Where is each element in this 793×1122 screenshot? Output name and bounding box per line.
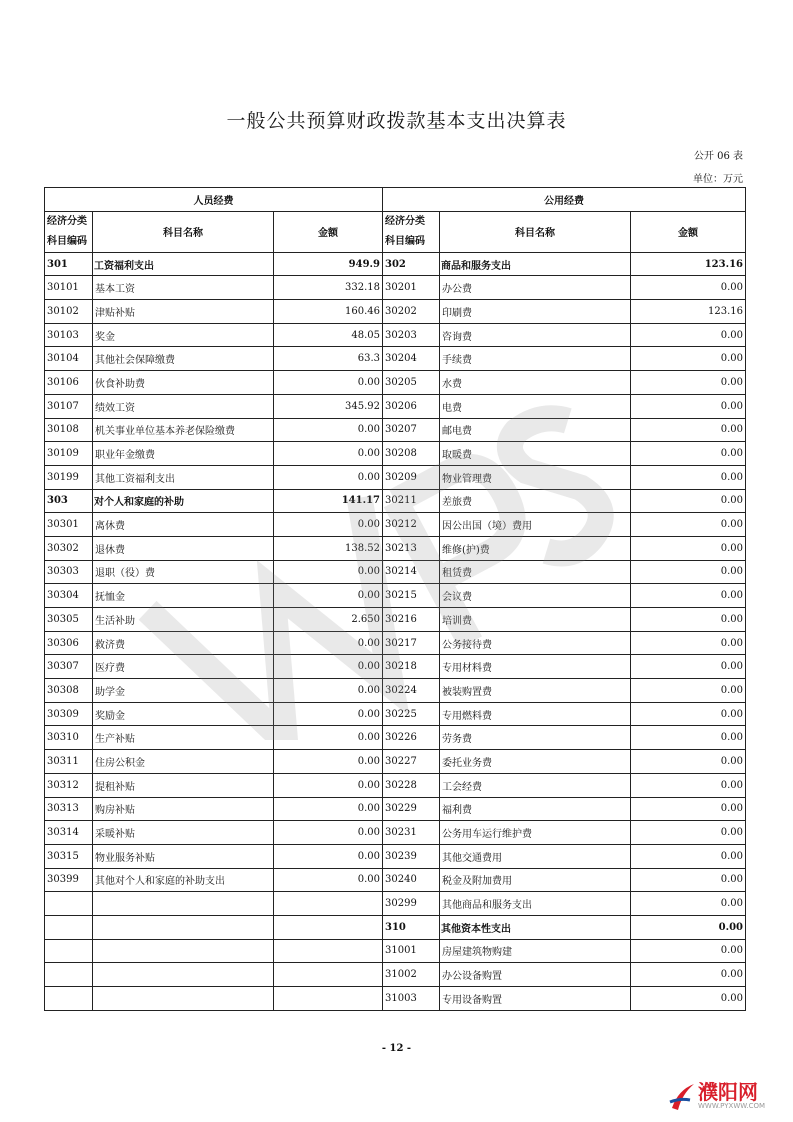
header-name-right: 科目名称 bbox=[440, 211, 631, 252]
left-amount-cell bbox=[274, 939, 383, 963]
left-code-cell: 30304 bbox=[45, 584, 93, 608]
table-row bbox=[45, 276, 746, 300]
right-amount-cell: 0.00 bbox=[631, 655, 746, 679]
logo-text: 濮阳网 bbox=[698, 1080, 758, 1104]
right-amount-cell: 0.00 bbox=[631, 489, 746, 513]
left-code-cell bbox=[45, 915, 93, 939]
left-name-cell: 其他对个人和家庭的补助支出 bbox=[93, 868, 274, 892]
table-row bbox=[45, 489, 746, 513]
left-amount-cell: 0.00 bbox=[274, 797, 383, 821]
right-amount-cell: 0.00 bbox=[631, 347, 746, 371]
left-amount-cell: 0.00 bbox=[274, 465, 383, 489]
left-name-cell bbox=[93, 892, 274, 916]
left-amount-cell: 0.00 bbox=[274, 371, 383, 395]
left-amount-cell: 141.17 bbox=[274, 489, 383, 513]
right-name-cell: 因公出国（境）费用 bbox=[440, 513, 631, 537]
left-amount-cell: 0.00 bbox=[274, 513, 383, 537]
right-amount-cell: 0.00 bbox=[631, 418, 746, 442]
right-code-cell: 30229 bbox=[383, 797, 440, 821]
left-name-cell: 采暖补贴 bbox=[93, 821, 274, 845]
table-row bbox=[45, 892, 746, 916]
right-amount-cell: 0.00 bbox=[631, 608, 746, 632]
table-row bbox=[45, 679, 746, 703]
left-amount-cell: 2.650 bbox=[274, 608, 383, 632]
left-code-cell: 303 bbox=[45, 489, 93, 513]
left-amount-cell: 0.00 bbox=[274, 868, 383, 892]
right-code-cell: 30217 bbox=[383, 631, 440, 655]
group-personnel: 人员经费 bbox=[45, 188, 383, 212]
right-amount-cell: 0.00 bbox=[631, 844, 746, 868]
right-code-cell: 30228 bbox=[383, 773, 440, 797]
left-amount-cell bbox=[274, 915, 383, 939]
right-amount-cell: 123.16 bbox=[631, 252, 746, 276]
left-code-cell: 30309 bbox=[45, 702, 93, 726]
right-amount-cell: 0.00 bbox=[631, 750, 746, 774]
right-amount-cell: 0.00 bbox=[631, 513, 746, 537]
site-logo bbox=[668, 1076, 783, 1116]
table-row bbox=[45, 797, 746, 821]
left-name-cell bbox=[93, 987, 274, 1011]
right-name-cell: 公务用车运行维护费 bbox=[440, 821, 631, 845]
right-name-cell: 税金及附加费用 bbox=[440, 868, 631, 892]
right-amount-cell: 0.00 bbox=[631, 323, 746, 347]
right-amount-cell: 0.00 bbox=[631, 371, 746, 395]
right-name-cell: 房屋建筑物购建 bbox=[440, 939, 631, 963]
left-code-cell: 30311 bbox=[45, 750, 93, 774]
table-row bbox=[45, 631, 746, 655]
right-code-cell: 30225 bbox=[383, 702, 440, 726]
left-name-cell: 救济费 bbox=[93, 631, 274, 655]
right-name-cell: 邮电费 bbox=[440, 418, 631, 442]
table-row bbox=[45, 915, 746, 939]
table-row bbox=[45, 987, 746, 1011]
right-name-cell: 其他资本性支出 bbox=[440, 915, 631, 939]
right-code-cell: 30239 bbox=[383, 844, 440, 868]
left-code-cell: 30101 bbox=[45, 276, 93, 300]
table-row bbox=[45, 726, 746, 750]
left-name-cell: 津贴补贴 bbox=[93, 300, 274, 324]
right-code-cell: 30214 bbox=[383, 560, 440, 584]
right-code-cell: 302 bbox=[383, 252, 440, 276]
right-amount-cell: 0.00 bbox=[631, 679, 746, 703]
left-amount-cell: 332.18 bbox=[274, 276, 383, 300]
left-code-cell bbox=[45, 987, 93, 1011]
left-name-cell: 住房公积金 bbox=[93, 750, 274, 774]
left-code-cell: 30109 bbox=[45, 442, 93, 466]
right-amount-cell: 0.00 bbox=[631, 560, 746, 584]
left-amount-cell: 0.00 bbox=[274, 750, 383, 774]
left-name-cell: 提租补贴 bbox=[93, 773, 274, 797]
table-row bbox=[45, 702, 746, 726]
right-name-cell: 培训费 bbox=[440, 608, 631, 632]
right-code-cell: 30224 bbox=[383, 679, 440, 703]
left-name-cell: 奖金 bbox=[93, 323, 274, 347]
right-name-cell: 水费 bbox=[440, 371, 631, 395]
right-code-cell: 30206 bbox=[383, 394, 440, 418]
right-name-cell: 取暖费 bbox=[440, 442, 631, 466]
left-code-cell: 30107 bbox=[45, 394, 93, 418]
left-name-cell: 退职（役）费 bbox=[93, 560, 274, 584]
page-number: - 12 - bbox=[381, 1043, 412, 1054]
right-amount-cell: 0.00 bbox=[631, 797, 746, 821]
right-amount-cell: 0.00 bbox=[631, 726, 746, 750]
right-code-cell: 30202 bbox=[383, 300, 440, 324]
left-name-cell: 伙食补助费 bbox=[93, 371, 274, 395]
right-name-cell: 差旅费 bbox=[440, 489, 631, 513]
right-name-cell: 其他交通费用 bbox=[440, 844, 631, 868]
table-row bbox=[45, 513, 746, 537]
right-name-cell: 委托业务费 bbox=[440, 750, 631, 774]
right-name-cell: 劳务费 bbox=[440, 726, 631, 750]
table-row bbox=[45, 347, 746, 371]
left-name-cell: 离休费 bbox=[93, 513, 274, 537]
table-row bbox=[45, 773, 746, 797]
left-name-cell: 抚恤金 bbox=[93, 584, 274, 608]
left-amount-cell: 0.00 bbox=[274, 679, 383, 703]
right-name-cell: 物业管理费 bbox=[440, 465, 631, 489]
table-row bbox=[45, 750, 746, 774]
left-amount-cell: 0.00 bbox=[274, 418, 383, 442]
right-name-cell: 其他商品和服务支出 bbox=[440, 892, 631, 916]
right-code-cell: 30211 bbox=[383, 489, 440, 513]
table-row bbox=[45, 252, 746, 276]
left-code-cell bbox=[45, 892, 93, 916]
left-amount-cell: 0.00 bbox=[274, 702, 383, 726]
right-amount-cell: 0.00 bbox=[631, 394, 746, 418]
table-row bbox=[45, 323, 746, 347]
right-code-cell: 310 bbox=[383, 915, 440, 939]
right-name-cell: 专用材料费 bbox=[440, 655, 631, 679]
table-row bbox=[45, 394, 746, 418]
left-code-cell: 30104 bbox=[45, 347, 93, 371]
left-code-cell bbox=[45, 963, 93, 987]
left-code-cell: 30306 bbox=[45, 631, 93, 655]
left-amount-cell: 0.00 bbox=[274, 726, 383, 750]
left-code-cell: 30308 bbox=[45, 679, 93, 703]
left-amount-cell: 949.9 bbox=[274, 252, 383, 276]
right-name-cell: 专用燃料费 bbox=[440, 702, 631, 726]
right-code-cell: 30231 bbox=[383, 821, 440, 845]
table-row bbox=[45, 560, 746, 584]
left-name-cell: 助学金 bbox=[93, 679, 274, 703]
right-name-cell: 维修(护)费 bbox=[440, 536, 631, 560]
right-code-cell: 30212 bbox=[383, 513, 440, 537]
left-code-cell: 30315 bbox=[45, 844, 93, 868]
right-name-cell: 租赁费 bbox=[440, 560, 631, 584]
right-code-cell: 30227 bbox=[383, 750, 440, 774]
left-code-cell: 30399 bbox=[45, 868, 93, 892]
right-code-cell: 30215 bbox=[383, 584, 440, 608]
left-name-cell: 对个人和家庭的补助 bbox=[93, 489, 274, 513]
right-code-cell: 30218 bbox=[383, 655, 440, 679]
logo-url: WWW.PYXWW.COM bbox=[698, 1102, 766, 1110]
table-row bbox=[45, 963, 746, 987]
left-code-cell bbox=[45, 939, 93, 963]
table-row bbox=[45, 465, 746, 489]
left-name-cell: 生活补助 bbox=[93, 608, 274, 632]
right-name-cell: 公务接待费 bbox=[440, 631, 631, 655]
right-code-cell: 30240 bbox=[383, 868, 440, 892]
right-amount-cell: 0.00 bbox=[631, 773, 746, 797]
left-code-cell: 30108 bbox=[45, 418, 93, 442]
right-code-cell: 30204 bbox=[383, 347, 440, 371]
table-row bbox=[45, 371, 746, 395]
table-row bbox=[45, 584, 746, 608]
left-amount-cell: 0.00 bbox=[274, 821, 383, 845]
left-name-cell: 购房补贴 bbox=[93, 797, 274, 821]
unit-label: 单位：万元 bbox=[693, 174, 743, 185]
left-amount-cell: 0.00 bbox=[274, 631, 383, 655]
right-code-cell: 30205 bbox=[383, 371, 440, 395]
left-amount-cell: 0.00 bbox=[274, 773, 383, 797]
right-code-cell: 30213 bbox=[383, 536, 440, 560]
form-number: 公开 06 表 bbox=[693, 151, 743, 162]
right-name-cell: 工会经费 bbox=[440, 773, 631, 797]
left-name-cell: 奖励金 bbox=[93, 702, 274, 726]
right-name-cell: 被装购置费 bbox=[440, 679, 631, 703]
right-code-cell: 30208 bbox=[383, 442, 440, 466]
right-code-cell: 30299 bbox=[383, 892, 440, 916]
right-name-cell: 商品和服务支出 bbox=[440, 252, 631, 276]
left-amount-cell: 0.00 bbox=[274, 584, 383, 608]
table-row bbox=[45, 821, 746, 845]
left-code-cell: 30102 bbox=[45, 300, 93, 324]
right-code-cell: 31003 bbox=[383, 987, 440, 1011]
table-body bbox=[45, 252, 746, 1010]
left-name-cell: 绩效工资 bbox=[93, 394, 274, 418]
table-row bbox=[45, 418, 746, 442]
left-name-cell bbox=[93, 915, 274, 939]
table-row bbox=[45, 536, 746, 560]
right-amount-cell: 0.00 bbox=[631, 939, 746, 963]
page-title: 一般公共预算财政拨款基本支出决算表 bbox=[226, 110, 567, 132]
right-code-cell: 30209 bbox=[383, 465, 440, 489]
table-row bbox=[45, 939, 746, 963]
right-amount-cell: 0.00 bbox=[631, 584, 746, 608]
table-row bbox=[45, 844, 746, 868]
left-amount-cell bbox=[274, 892, 383, 916]
right-name-cell: 办公设备购置 bbox=[440, 963, 631, 987]
left-amount-cell bbox=[274, 963, 383, 987]
left-code-cell: 30199 bbox=[45, 465, 93, 489]
left-code-cell: 30103 bbox=[45, 323, 93, 347]
left-name-cell bbox=[93, 963, 274, 987]
left-amount-cell: 0.00 bbox=[274, 844, 383, 868]
right-code-cell: 30203 bbox=[383, 323, 440, 347]
right-name-cell: 福利费 bbox=[440, 797, 631, 821]
left-amount-cell: 63.3 bbox=[274, 347, 383, 371]
left-code-cell: 30310 bbox=[45, 726, 93, 750]
right-amount-cell: 0.00 bbox=[631, 821, 746, 845]
header-name-left: 科目名称 bbox=[93, 211, 274, 252]
expenditure-table bbox=[44, 187, 746, 1011]
left-code-cell: 30303 bbox=[45, 560, 93, 584]
header-code-right: 经济分类 科目编码 bbox=[383, 211, 440, 252]
right-name-cell: 印刷费 bbox=[440, 300, 631, 324]
right-amount-cell: 0.00 bbox=[631, 987, 746, 1011]
header-amount-left: 金额 bbox=[274, 211, 383, 252]
left-amount-cell: 345.92 bbox=[274, 394, 383, 418]
table-row bbox=[45, 300, 746, 324]
left-code-cell: 30313 bbox=[45, 797, 93, 821]
left-name-cell: 基本工资 bbox=[93, 276, 274, 300]
left-name-cell: 其他工资福利支出 bbox=[93, 465, 274, 489]
right-name-cell: 专用设备购置 bbox=[440, 987, 631, 1011]
right-amount-cell: 0.00 bbox=[631, 702, 746, 726]
left-code-cell: 301 bbox=[45, 252, 93, 276]
right-name-cell: 办公费 bbox=[440, 276, 631, 300]
right-amount-cell: 0.00 bbox=[631, 868, 746, 892]
left-code-cell: 30307 bbox=[45, 655, 93, 679]
right-amount-cell: 0.00 bbox=[631, 442, 746, 466]
right-amount-cell: 0.00 bbox=[631, 892, 746, 916]
right-code-cell: 31002 bbox=[383, 963, 440, 987]
right-amount-cell: 0.00 bbox=[631, 631, 746, 655]
left-name-cell: 机关事业单位基本养老保险缴费 bbox=[93, 418, 274, 442]
group-public: 公用经费 bbox=[383, 188, 746, 212]
left-name-cell: 生产补贴 bbox=[93, 726, 274, 750]
left-name-cell: 其他社会保障缴费 bbox=[93, 347, 274, 371]
left-code-cell: 30301 bbox=[45, 513, 93, 537]
left-name-cell: 工资福利支出 bbox=[93, 252, 274, 276]
table-row bbox=[45, 655, 746, 679]
left-amount-cell: 0.00 bbox=[274, 655, 383, 679]
left-code-cell: 30106 bbox=[45, 371, 93, 395]
right-code-cell: 30216 bbox=[383, 608, 440, 632]
swoosh-icon bbox=[668, 1080, 696, 1114]
right-name-cell: 咨询费 bbox=[440, 323, 631, 347]
right-amount-cell: 0.00 bbox=[631, 915, 746, 939]
left-name-cell: 退休费 bbox=[93, 536, 274, 560]
left-amount-cell: 138.52 bbox=[274, 536, 383, 560]
right-name-cell: 会议费 bbox=[440, 584, 631, 608]
left-code-cell: 30312 bbox=[45, 773, 93, 797]
header-amount-right: 金额 bbox=[631, 211, 746, 252]
left-code-cell: 30302 bbox=[45, 536, 93, 560]
left-amount-cell bbox=[274, 987, 383, 1011]
right-amount-cell: 0.00 bbox=[631, 536, 746, 560]
right-code-cell: 30201 bbox=[383, 276, 440, 300]
left-code-cell: 30305 bbox=[45, 608, 93, 632]
left-name-cell bbox=[93, 939, 274, 963]
right-amount-cell: 0.00 bbox=[631, 963, 746, 987]
right-code-cell: 30207 bbox=[383, 418, 440, 442]
left-amount-cell: 0.00 bbox=[274, 560, 383, 584]
header-code-left: 经济分类 科目编码 bbox=[45, 211, 93, 252]
table-row bbox=[45, 442, 746, 466]
left-amount-cell: 48.05 bbox=[274, 323, 383, 347]
left-name-cell: 医疗费 bbox=[93, 655, 274, 679]
right-name-cell: 手续费 bbox=[440, 347, 631, 371]
right-code-cell: 30226 bbox=[383, 726, 440, 750]
left-name-cell: 职业年金缴费 bbox=[93, 442, 274, 466]
right-amount-cell: 0.00 bbox=[631, 276, 746, 300]
right-name-cell: 电费 bbox=[440, 394, 631, 418]
table-row bbox=[45, 868, 746, 892]
right-amount-cell: 123.16 bbox=[631, 300, 746, 324]
right-amount-cell: 0.00 bbox=[631, 465, 746, 489]
left-amount-cell: 0.00 bbox=[274, 442, 383, 466]
left-amount-cell: 160.46 bbox=[274, 300, 383, 324]
left-code-cell: 30314 bbox=[45, 821, 93, 845]
right-code-cell: 31001 bbox=[383, 939, 440, 963]
table-row bbox=[45, 608, 746, 632]
left-name-cell: 物业服务补贴 bbox=[93, 844, 274, 868]
